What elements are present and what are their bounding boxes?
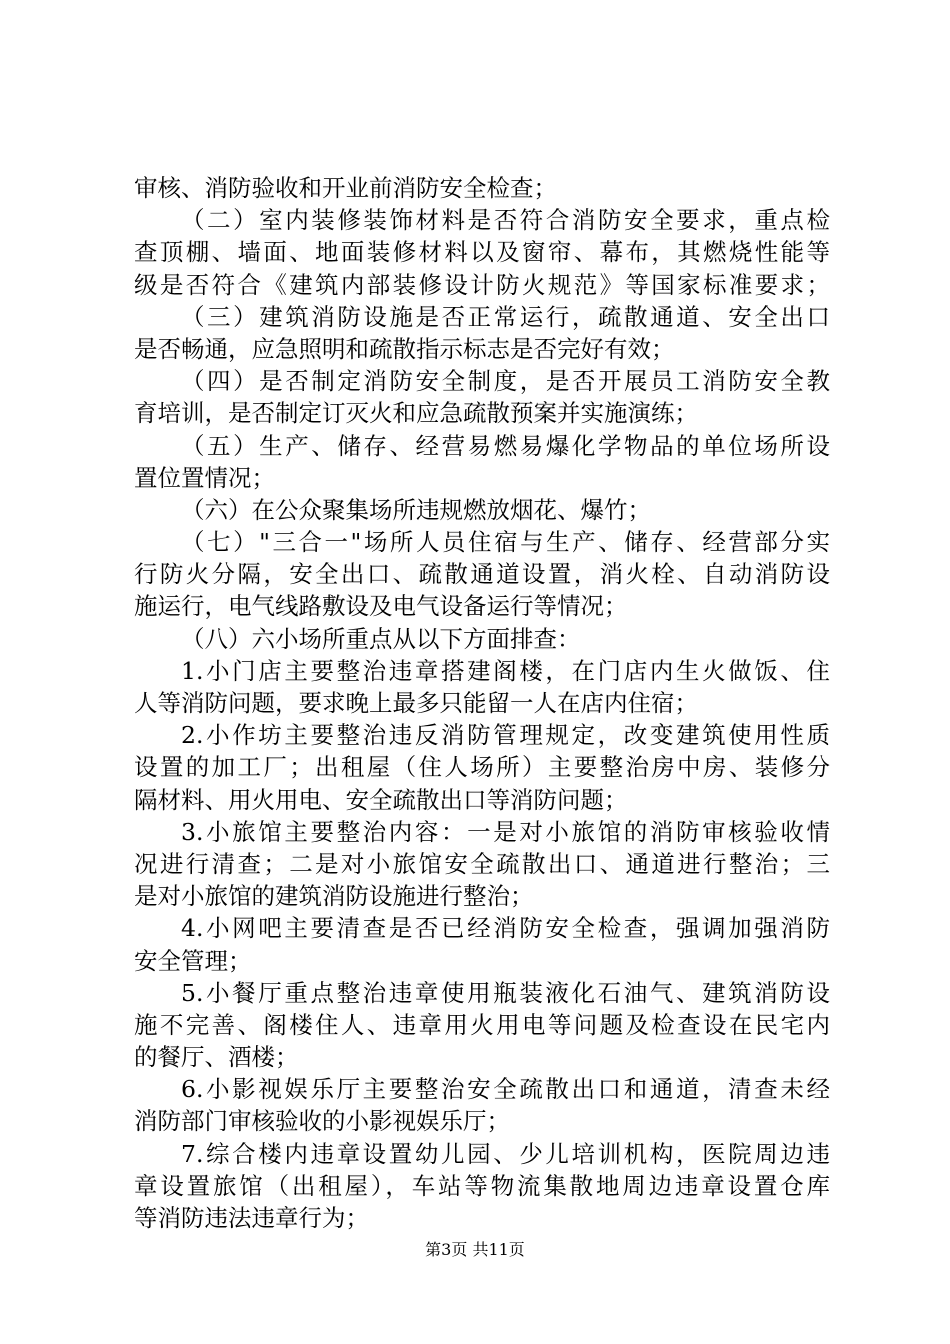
text-line: （六）在公众聚集场所违规燃放烟花、爆竹；: [181, 495, 651, 524]
text-line: （八）六小场所重点从以下方面排查：: [181, 624, 581, 653]
text-line: （三）建筑消防设施是否正常运行，疏散通道、安全出口: [181, 302, 830, 331]
text-line: 1.小门店主要整治违章搭建阁楼，在门店内生火做饭、住: [181, 656, 830, 685]
text-line: 施运行，电气线路敷设及电气设备运行等情况；: [134, 592, 628, 621]
page-number: 第3页 共11页: [425, 1240, 525, 1259]
text-line: （五）生产、储存、经营易燃易爆化学物品的单位场所设: [181, 431, 830, 460]
text-line: 查顶棚、墙面、地面装修材料以及窗帘、幕布，其燃烧性能等: [134, 238, 830, 267]
text-line: 审核、消防验收和开业前消防安全检查；: [134, 174, 557, 202]
text-line: 的餐厅、酒楼；: [134, 1043, 299, 1072]
text-line: 隔材料、用火用电、安全疏散出口等消防问题；: [134, 785, 628, 814]
text-line: （二）室内装修装饰材料是否符合消防安全要求，重点检: [181, 206, 830, 235]
text-line: 消防部门审核验收的小影视娱乐厅；: [134, 1107, 510, 1136]
text-line: （四）是否制定消防安全制度，是否开展员工消防安全教: [181, 367, 830, 396]
document-body: [134, 172, 830, 1234]
text-line: 3.小旅馆主要整治内容：一是对小旅馆的消防审核验收情: [181, 817, 830, 846]
text-line: 置位置情况；: [134, 463, 275, 492]
text-line: 等消防违法违章行为；: [134, 1204, 369, 1232]
text-line: （七）"三合一"场所人员住宿与生产、储存、经营部分实: [181, 528, 830, 557]
text-line: 安全管理；: [134, 946, 252, 975]
text-line: 育培训，是否制定订灭火和应急疏散预案并实施演练；: [134, 399, 698, 428]
text-line: 7.综合楼内违章设置幼儿园、少儿培训机构，医院周边违: [181, 1139, 830, 1168]
text-line: 6.小影视娱乐厅主要整治安全疏散出口和通道，清查未经: [181, 1075, 830, 1104]
text-line: 行防火分隔，安全出口、疏散通道设置，消火栓、自动消防设: [134, 560, 830, 589]
text-line: 设置的加工厂；出租屋（住人场所）主要整治房中房、装修分: [134, 753, 830, 782]
text-line: 是否畅通，应急照明和疏散指示标志是否完好有效；: [134, 334, 675, 363]
text-line: 级是否符合《建筑内部装修设计防火规范》等国家标准要求；: [134, 270, 830, 299]
text-line: 施不完善、阁楼住人、违章用火用电等问题及检查设在民宅内: [134, 1010, 830, 1039]
text-line: 4.小网吧主要清查是否已经消防安全检查，强调加强消防: [181, 914, 830, 943]
text-line: 5.小餐厅重点整治违章使用瓶装液化石油气、建筑消防设: [181, 978, 830, 1007]
text-line: 是对小旅馆的建筑消防设施进行整治；: [134, 882, 534, 911]
text-line: 2.小作坊主要整治违反消防管理规定，改变建筑使用性质: [181, 721, 830, 750]
text-line: 况进行清查；二是对小旅馆安全疏散出口、通道进行整治；三: [134, 849, 830, 878]
text-line: 章设置旅馆（出租屋），车站等物流集散地周边违章设置仓库: [134, 1171, 830, 1200]
text-line: 人等消防问题，要求晚上最多只能留一人在店内住宿；: [134, 689, 698, 717]
